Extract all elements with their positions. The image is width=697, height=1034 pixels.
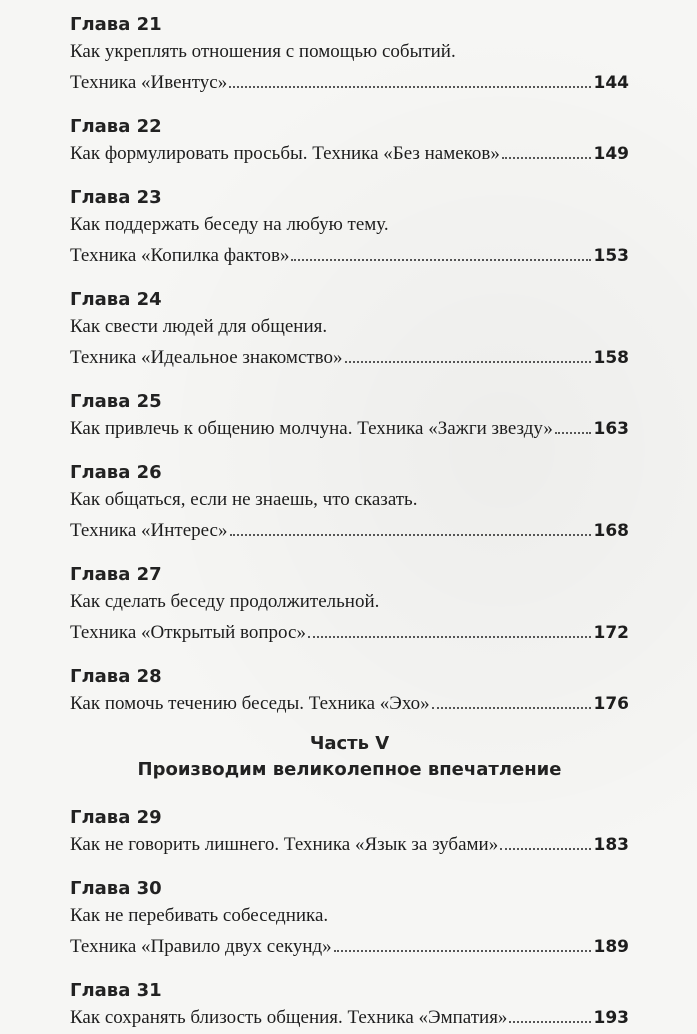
technique-title: Техника «Правило двух секунд» — [70, 936, 332, 957]
dot-leader — [509, 1021, 590, 1023]
part-title: Производим великолепное впечатление — [137, 759, 562, 780]
chapter-title-line: Как сохранять близость общения. Техника «Эмпатия» — [70, 1007, 508, 1028]
technique-title: Техника «Копилка фактов» — [70, 245, 290, 266]
chapter-title-line: Как привлечь к общению молчуна. Техника «Зажги звезду» — [70, 418, 553, 439]
page-number: 168 — [593, 521, 629, 541]
part-header — [70, 731, 629, 783]
page-number: 193 — [593, 1008, 629, 1028]
toc-line[interactable] — [70, 617, 629, 648]
technique-title: Техника «Ивентус» — [70, 72, 228, 93]
technique-title: Техника «Интерес» — [70, 520, 228, 541]
dot-leader — [502, 157, 591, 159]
dot-leader — [291, 259, 590, 261]
dot-leader — [500, 848, 590, 850]
toc-line[interactable] — [70, 1002, 629, 1033]
dot-leader — [229, 86, 590, 88]
dot-leader — [432, 707, 591, 709]
toc-line[interactable] — [70, 240, 629, 271]
chapter-heading: Глава 27 — [70, 564, 162, 585]
chapter-entry-27 — [70, 564, 629, 648]
chapter-title-line: Как формулировать просьбы. Техника «Без намеков» — [70, 143, 500, 164]
chapter-entry-23 — [70, 187, 629, 271]
chapter-title-line: Как сделать беседу продолжительной. — [70, 591, 380, 612]
chapter-heading: Глава 26 — [70, 462, 162, 483]
chapter-heading: Глава 24 — [70, 289, 162, 310]
page-number: 163 — [593, 419, 629, 439]
page-number: 183 — [593, 835, 629, 855]
chapter-heading: Глава 25 — [70, 391, 162, 412]
chapter-entry-21 — [70, 14, 629, 98]
chapter-title-line: Как не говорить лишнего. Техника «Язык за зубами» — [70, 834, 499, 855]
chapter-heading: Глава 28 — [70, 666, 162, 687]
page-number: 176 — [593, 694, 629, 714]
chapter-heading: Глава 31 — [70, 980, 162, 1001]
chapter-heading: Глава 23 — [70, 187, 162, 208]
dot-leader — [230, 534, 591, 536]
page-number: 144 — [593, 73, 629, 93]
toc-line[interactable] — [70, 413, 629, 444]
page-number: 158 — [593, 348, 629, 368]
chapter-entry-28 — [70, 666, 629, 719]
chapter-title-line: Как общаться, если не знаешь, что сказать. — [70, 489, 418, 510]
chapter-entry-29 — [70, 807, 629, 860]
technique-title: Техника «Открытый вопрос» — [70, 622, 306, 643]
chapter-heading: Глава 30 — [70, 878, 162, 899]
toc-line[interactable] — [70, 67, 629, 98]
chapter-entry-24 — [70, 289, 629, 373]
dot-leader — [555, 432, 591, 434]
part-number: Часть V — [309, 733, 390, 754]
toc-line[interactable] — [70, 688, 629, 719]
chapter-title-line: Как свести людей для общения. — [70, 316, 328, 337]
chapter-entry-22 — [70, 116, 629, 169]
chapter-title-line: Как помочь течению беседы. Техника «Эхо» — [70, 693, 430, 714]
page-number: 189 — [593, 937, 629, 957]
toc-line[interactable] — [70, 931, 629, 962]
chapter-title-line: Как укреплять отношения с помощью событий. — [70, 41, 456, 62]
technique-title: Техника «Идеальное знакомство» — [70, 347, 343, 368]
page-number: 149 — [593, 144, 629, 164]
chapter-entry-31 — [70, 980, 629, 1033]
chapter-heading: Глава 21 — [70, 14, 162, 35]
dot-leader — [334, 950, 591, 952]
toc-line[interactable] — [70, 138, 629, 169]
chapter-entry-30 — [70, 878, 629, 962]
chapter-title-line: Как поддержать беседу на любую тему. — [70, 214, 389, 235]
dot-leader — [308, 636, 591, 638]
page-number: 172 — [593, 623, 629, 643]
toc-line[interactable] — [70, 515, 629, 546]
chapter-entry-25 — [70, 391, 629, 444]
toc-line[interactable] — [70, 342, 629, 373]
toc-line[interactable] — [70, 829, 629, 860]
dot-leader — [345, 361, 591, 363]
page-number: 153 — [593, 246, 629, 266]
chapter-heading: Глава 29 — [70, 807, 162, 828]
chapter-title-line: Как не перебивать собеседника. — [70, 905, 329, 926]
chapter-entry-26 — [70, 462, 629, 546]
chapter-heading: Глава 22 — [70, 116, 162, 137]
